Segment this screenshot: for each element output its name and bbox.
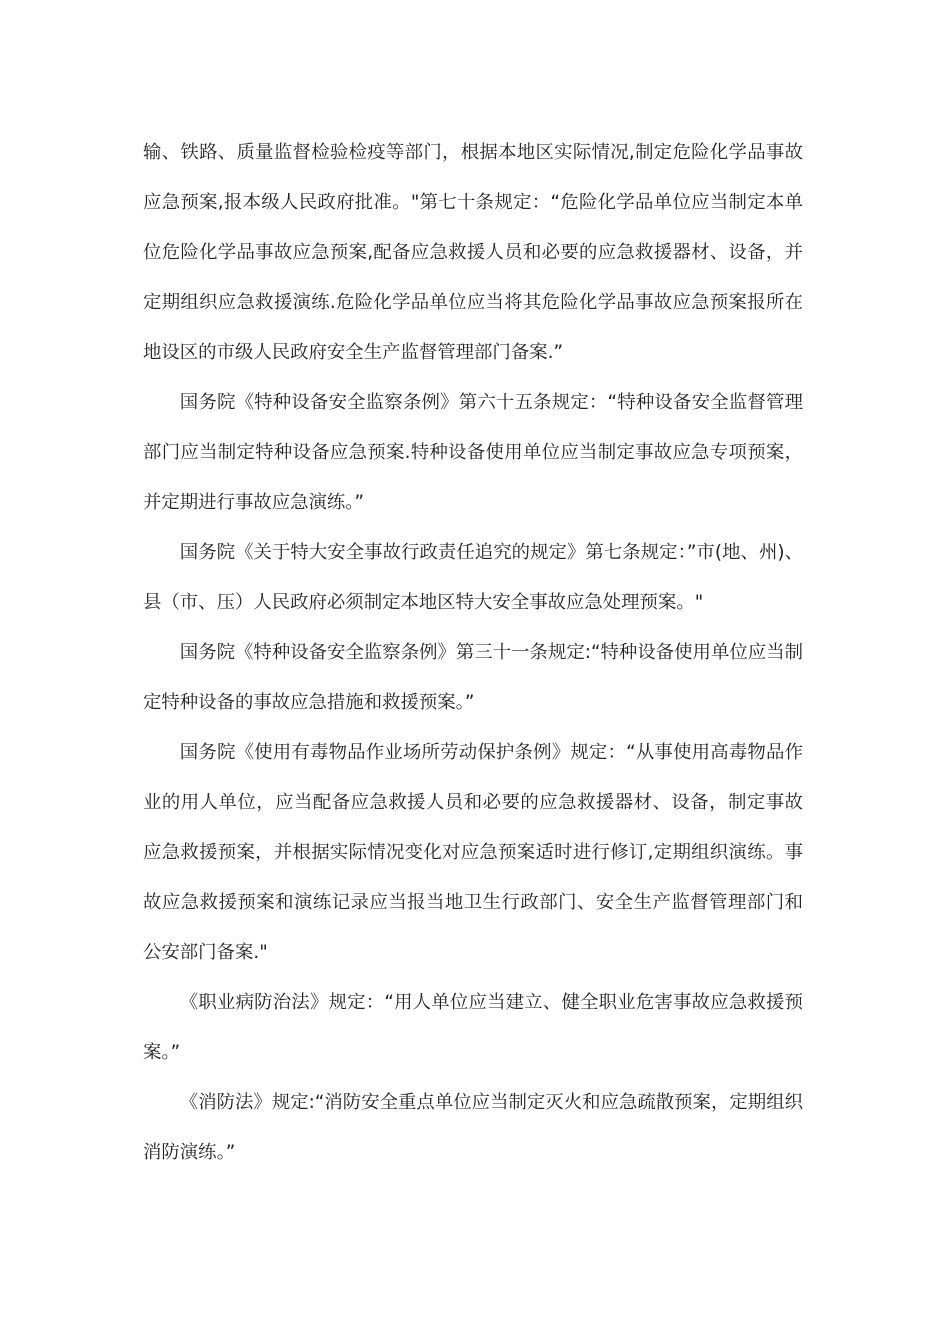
document-body <box>143 128 803 1178</box>
paragraph-special-equipment-art65: 国务院《特种设备安全监察条例》第六十五条规定：“特种设备安全监督管理部门应当制定特种设备应急预案.特种设备使用单位应当制定事故应急专项预案，并定期进行事故应急演练。” <box>143 392 803 513</box>
paragraph-major-accident-responsibility: 国务院《关于特大安全事故行政责任追究的规定》第七条规定：”市(地、州)、县（市、压）人民政府必须制定本地区特大安全事故应急处理预案。" <box>143 542 803 613</box>
paragraph-toxic-substances-protection: 国务院《使用有毒物品作业场所劳动保护条例》规定：“从事使用高毒物品作业的用人单位，应当配备应急救援人员和必要的应急救援器材、设备，制定事故应急救援预案，并根据实际情况变化对应急预案适时进行修订,定期组织演练。事故应急救援预案和演练记录应当报当地卫生行政部门、安全生产监督管理部门和公安部门备案." <box>143 742 803 963</box>
paragraph-occupational-disease-law: 《职业病防治法》规定：“用人单位应当建立、健全职业危害事故应急救援预案。” <box>143 992 803 1063</box>
paragraph-fire-protection-law: 《消防法》规定:“消防安全重点单位应当制定灭火和应急疏散预案，定期组织消防演练。” <box>143 1092 803 1163</box>
paragraph-special-equipment-art31: 国务院《特种设备安全监察条例》第三十一条规定:“特种设备使用单位应当制定特种设备的事故应急措施和救援预案。” <box>143 642 803 713</box>
paragraph-hazardous-chemicals: 输、铁路、质量监督检验检疫等部门，根据本地区实际情况,制定危险化学品事故应急预案,报本级人民政府批准。"第七十条规定：“危险化学品单位应当制定本单位危险化学品事故应急预案,配备应急救援人员和必要的应急救援器材、设备，并定期组织应急救援演练.危险化学品单位应当将其危险化学品事故应急预案报所在地设区的市级人民政府安全生产监督管理部门备案.” <box>143 142 803 363</box>
